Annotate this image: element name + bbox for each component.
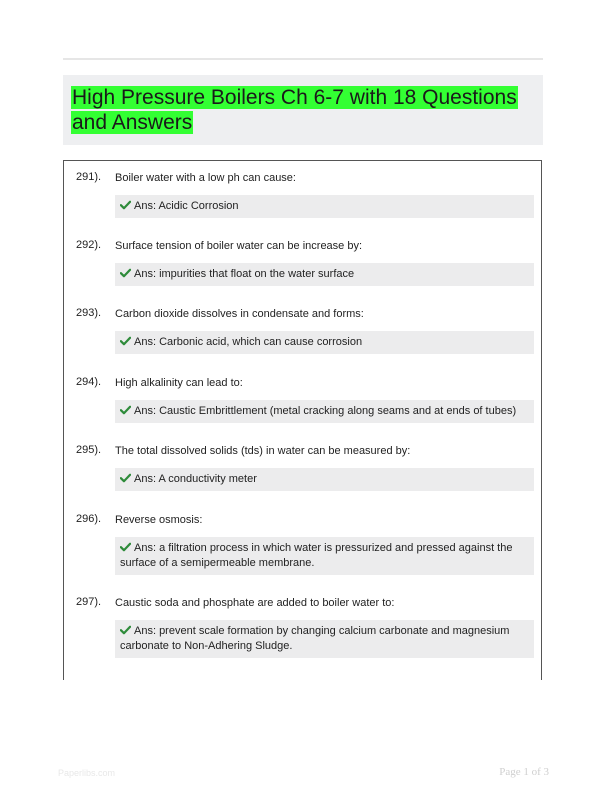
answer-box: [115, 400, 534, 423]
answer-box: [115, 263, 534, 286]
check-icon: [120, 473, 131, 483]
answer-box: [115, 195, 534, 218]
question-number: 293).: [76, 307, 102, 319]
check-icon: [120, 200, 131, 210]
question-number: 296).: [76, 513, 102, 525]
answer-text: Ans: Acidic Corrosion: [134, 200, 239, 212]
page-number: Page 1 of 3: [499, 766, 549, 778]
question-number: 294).: [76, 376, 102, 388]
check-icon: [120, 405, 131, 415]
check-icon: [120, 542, 131, 552]
answer-text: Ans: impurities that float on the water surface: [134, 268, 355, 280]
question-text: The total dissolved solids (tds) in water can be measured by:: [115, 445, 411, 457]
answer-text: Ans: A conductivity meter: [134, 473, 257, 485]
page-title: [71, 85, 531, 135]
footer-watermark: Paperlibs.com: [58, 768, 116, 778]
question-number: 292).: [76, 239, 102, 251]
question-number: 297).: [76, 596, 102, 608]
answer-box: [115, 620, 534, 658]
question-text: Caustic soda and phosphate are added to boiler water to:: [115, 597, 395, 609]
answer-text: Ans: Carbonic acid, which can cause corrosion: [134, 336, 363, 348]
top-divider: [63, 58, 543, 60]
check-icon: [120, 336, 131, 346]
check-icon: [120, 268, 131, 278]
check-icon: [120, 625, 131, 635]
answer-box: [115, 537, 534, 575]
question-text: Reverse osmosis:: [115, 514, 203, 526]
answer-box: [115, 468, 534, 491]
qa-list: [63, 160, 542, 680]
title-box: [63, 75, 543, 145]
answer-text: Ans: prevent scale formation by changing calcium carbonate and magnesium carbonate to Non-Adhering Sludge.: [120, 625, 510, 652]
question-text: Carbon dioxide dissolves in condensate and forms:: [115, 308, 364, 320]
answer-text: Ans: Caustic Embrittlement (metal cracking along seams and at ends of tubes): [134, 405, 517, 417]
question-text: Surface tension of boiler water can be increase by:: [115, 240, 363, 252]
question-text: Boiler water with a low ph can cause:: [115, 172, 296, 184]
answer-text: Ans: a filtration process in which water is pressurized and pressed against the surface of a semipermeable membrane.: [120, 542, 513, 569]
title-text: High Pressure Boilers Ch 6-7 with 18 Questions and Answers: [72, 86, 517, 134]
question-number: 291).: [76, 171, 102, 183]
answer-box: [115, 331, 534, 354]
question-number: 295).: [76, 444, 102, 456]
question-text: High alkalinity can lead to:: [115, 377, 243, 389]
